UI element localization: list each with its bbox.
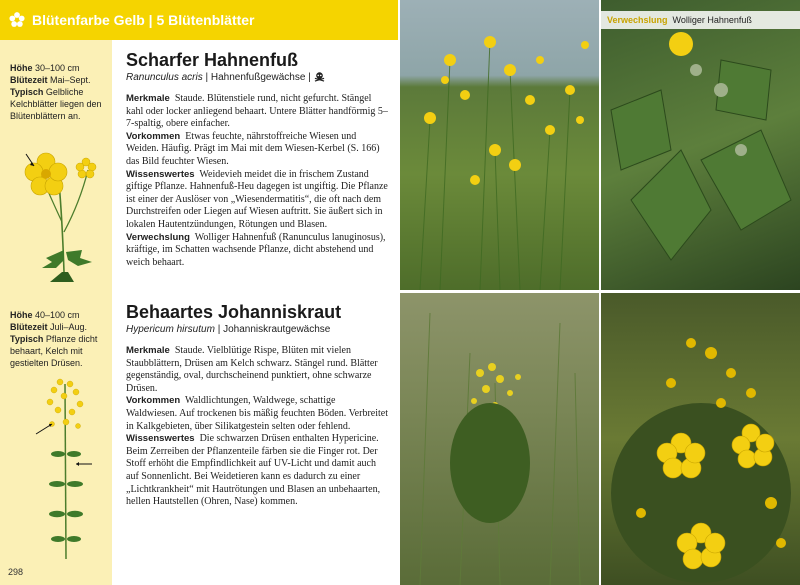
species-description	[126, 345, 388, 509]
section-wissenswertes	[126, 169, 388, 232]
st-johns-wort-illustration	[30, 374, 100, 564]
latin-name: Ranunculus acris	[126, 72, 203, 83]
section-label: Merkmale	[126, 93, 170, 104]
caption-text: Wolliger Hahnenfuß	[672, 15, 752, 25]
species-subtitle: Hypericum hirsutum | Johanniskrautgewächse	[126, 324, 331, 335]
hoehe-value: 40–100 cm	[35, 310, 80, 320]
species-subtitle: Ranunculus acris | Hahnenfußgewächse |	[126, 71, 388, 84]
section-merkmale	[126, 93, 388, 131]
typisch-label: Typisch	[10, 87, 44, 97]
left-page	[0, 0, 398, 585]
hoehe-value: 30–100 cm	[35, 63, 80, 73]
photo-buttercup-meadow	[400, 0, 599, 290]
meta-block	[10, 62, 110, 122]
species-title: Behaartes Johanniskraut	[126, 302, 342, 322]
typisch-value: Pflanze dicht behaart, Kelch mit gestielten Drüsen.	[10, 334, 98, 368]
section-verwechslung	[126, 232, 388, 270]
family-name: Johanniskrautgewächse	[223, 324, 331, 335]
section-text: Staude. Vielblütige Rispe, Blüten mit vielen Staubblättern, Drüsen am Kelch schwarz. Stängel rund. Blätter gegenständig, oval, durchscheinend punktiert, ohne schwarze Drüsen.	[126, 345, 378, 394]
section-text: Staude. Blütenstiele rund, nicht gefurcht. Stängel kahl oder locker anliegend behaart. Untere Blätter handförmig 5–7-spaltig, obere einfacher.	[126, 93, 388, 130]
species-description	[126, 93, 388, 269]
caption-label: Verwechslung	[607, 15, 668, 25]
bluetezeit-value: Juli–Aug.	[50, 322, 88, 332]
typisch-value: Gelbliche Kelchblätter liegen den Blütenblättern an.	[10, 87, 102, 121]
section-label: Merkmale	[126, 345, 170, 356]
woolly-buttercup-image	[601, 0, 800, 290]
section-vorkommen	[126, 131, 388, 169]
photo-wolliger-hahnenfuss	[601, 0, 800, 290]
sidebar-species-2	[0, 292, 112, 585]
section-label: Wissenswertes	[126, 168, 195, 180]
section-label: Verwechslung	[126, 231, 190, 243]
section-header	[0, 0, 398, 40]
hoehe-label: Höhe	[10, 310, 33, 320]
section-text: Weidevieh meidet die in frischem Zustand giftige Pflanze. Hahnenfuß-Heu dagegen ist ungiftig. Die Pflanze ist einer der Auslöser von „Wiesendermatitis“, die oft nach dem Durchstreifen oder Liegen auf Wiesen auftritt. Sie äußert sich in lokalen Hautentzündungen, Rötungen und Blasen.	[126, 168, 388, 230]
section-text: Wolliger Hahnenfuß (Ranunculus lanuginosus), kräftige, im Schatten wachsende Pflanze, dicht abstehend und weich behaart.	[126, 231, 386, 268]
section-text: Waldlichtungen, Waldwege, schattige Waldwiesen. Auf trockenen bis mäßig feuchten Böden. Verbreitet in Kalkgebieten, über Silikatgestein selten oder fehlend.	[126, 395, 388, 432]
hoehe-label: Höhe	[10, 63, 33, 73]
species-title: Scharfer Hahnenfuß	[126, 50, 299, 70]
skull-icon	[314, 71, 325, 82]
st-johns-wort-blossoms-image	[601, 293, 800, 585]
section-text: Die schwarzen Drüsen enthalten Hypericine. Beim Zerreiben der Pflanzenteile färben sie die Finger rot. Der Stoff erhöht die Empfindlichkeit auf UV-Licht und damit auch auf Sonnenlicht. Bei Weidetieren kann es dadurch zu einer „Lichtkrankheit“ mit Hautrötungen und Blasen an unbehaarten, hellen Hautstellen (Ohren, Nase) kommen.	[126, 433, 381, 508]
section-vorkommen	[126, 395, 388, 433]
species-entry	[126, 50, 388, 269]
bluetezeit-label: Blütezeit	[10, 75, 48, 85]
st-johns-wort-habitat-image	[400, 293, 599, 585]
bluetezeit-value: Mai–Sept.	[50, 75, 91, 85]
flower-icon	[8, 11, 26, 29]
buttercup-meadow-image	[400, 0, 599, 290]
typisch-label: Typisch	[10, 334, 44, 344]
family-name: Hahnenfußgewächse	[210, 72, 306, 83]
latin-name: Hypericum hirsutum	[126, 324, 215, 335]
sidebar-species-1	[0, 40, 112, 292]
section-label: Vorkommen	[126, 130, 181, 142]
section-merkmale	[126, 345, 388, 395]
section-label: Wissenswertes	[126, 433, 195, 445]
bluetezeit-label: Blütezeit	[10, 322, 48, 332]
buttercup-illustration	[18, 132, 108, 292]
page-number: 298	[8, 567, 24, 577]
meta-block	[10, 309, 110, 369]
section-text: Etwas feuchte, nährstoffreiche Wiesen und Weiden. Häufig. Prägt im Mai mit dem Wiesen-Kerbel (S. 166) das Bild feuchter Wiesen.	[126, 130, 380, 167]
section-label: Vorkommen	[126, 395, 181, 407]
section-title: Blütenfarbe Gelb | 5 Blütenblätter	[32, 12, 255, 28]
photo-caption	[601, 11, 800, 29]
section-wissenswertes	[126, 433, 388, 509]
photo-johanniskraut-blossoms	[601, 293, 800, 585]
species-entry	[126, 302, 388, 509]
photo-johanniskraut-habitat	[400, 293, 599, 585]
